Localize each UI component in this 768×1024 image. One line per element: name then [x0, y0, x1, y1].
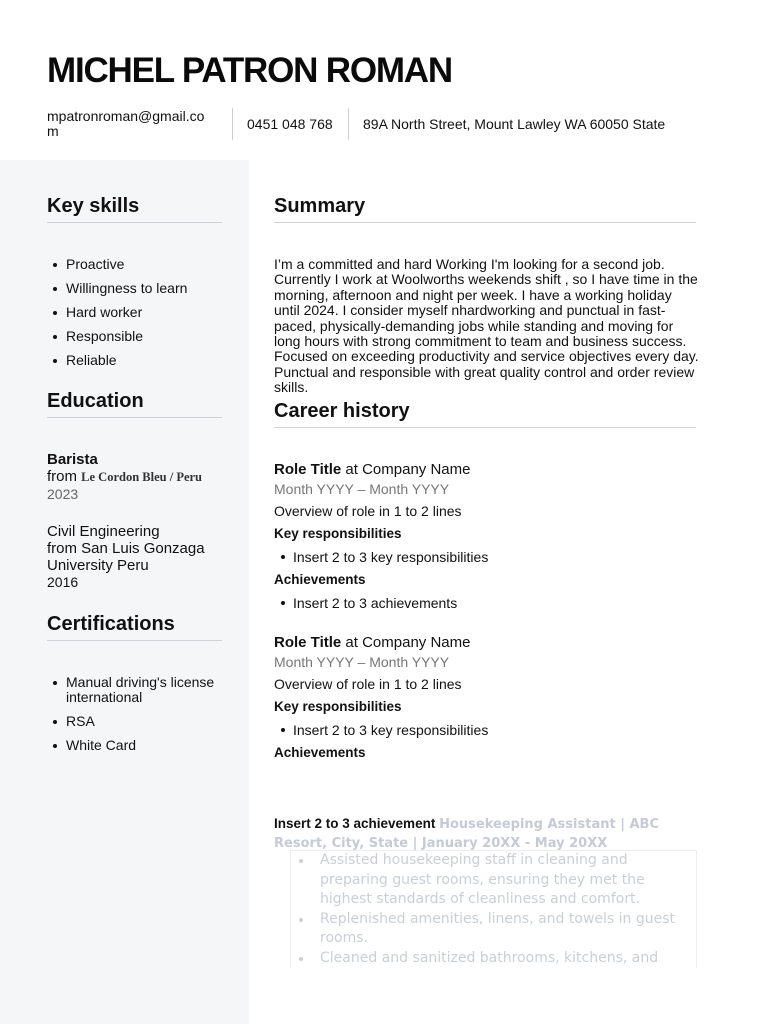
contact-email: mpatronroman@gmail.com	[47, 108, 205, 139]
pasted-bullet-item: Cleaned and sanitized bathrooms, kitchens, and	[291, 949, 690, 969]
education-entry	[47, 451, 227, 503]
contact-phone: 0451 048 768	[247, 116, 333, 132]
education-year: 2016	[47, 574, 79, 590]
education-heading: Education	[47, 390, 144, 412]
education-divider	[47, 417, 222, 418]
skill-item: Reliable	[47, 353, 227, 368]
achievements-label: Achievements	[274, 745, 366, 760]
candidate-name: MICHEL PATRON ROMAN	[47, 51, 452, 90]
contact-divider	[232, 108, 233, 140]
skill-item: Willingness to learn	[47, 281, 227, 296]
skill-item: Hard worker	[47, 305, 227, 320]
summary-heading: Summary	[274, 195, 366, 217]
responsibility-item: Insert 2 to 3 key responsibilities	[274, 548, 699, 566]
certifications-heading: Certifications	[47, 613, 175, 635]
certifications-list	[47, 675, 237, 762]
career-divider	[274, 427, 696, 428]
certifications-divider	[47, 640, 222, 641]
pasted-bullet-list	[291, 851, 696, 968]
summary-text: I’m a committed and hard Working I'm looking for a second job. Currently I work at Woolworths weekends shift , so I have time in the morning, afternoon and night per week. I have a working holiday until 2024. I consider myself nhardworking and punctual in fast-paced, physically-demanding jobs while standing and moving for long hours with strong commitment to team and business success. Focused on exceeding productivity and service objectives every day. Punctual and responsible with great quality control and order review skills.	[274, 256, 699, 396]
responsibilities-list	[274, 548, 699, 566]
pasted-job-heading: Housekeeping Assistant | ABC Resort, City, State | January 20XX - May 20XX	[274, 817, 659, 851]
job-dates: Month YYYY – Month YYYY	[274, 481, 450, 497]
education-year: 2023	[47, 486, 79, 502]
achievements-list	[274, 594, 699, 612]
job-role: Role Title	[274, 634, 342, 651]
achievement-item: Insert 2 to 3 achievements	[274, 594, 699, 612]
achievement-line	[274, 815, 704, 853]
job-company: at Company Name	[341, 634, 471, 651]
job-entry	[274, 461, 699, 612]
summary-divider	[274, 222, 696, 223]
achievement-text: Insert 2 to 3 achievement	[274, 816, 436, 831]
skills-divider	[47, 222, 222, 223]
achievements-label: Achievements	[274, 572, 366, 587]
responsibilities-label: Key responsibilities	[274, 526, 402, 541]
job-company: at Company Name	[341, 461, 471, 478]
education-from: from	[47, 468, 77, 485]
job-title	[274, 461, 699, 479]
contact-address: 89A North Street, Mount Lawley WA 60050 State	[363, 116, 666, 132]
job-dates: Month YYYY – Month YYYY	[274, 654, 450, 670]
job-role: Role Title	[274, 461, 342, 478]
responsibility-item: Insert 2 to 3 key responsibilities	[274, 721, 699, 739]
career-heading: Career history	[274, 400, 410, 422]
responsibilities-label: Key responsibilities	[274, 699, 402, 714]
skills-heading: Key skills	[47, 195, 140, 217]
pasted-bullet-item: Assisted housekeeping staff in cleaning and preparing guest rooms, ensuring they met the highest standards of cleanliness and comfort.	[291, 851, 690, 910]
job-entry	[274, 634, 699, 762]
skills-list	[47, 257, 227, 377]
contact-divider	[348, 108, 349, 140]
job-title	[274, 634, 699, 652]
education-institution: from San Luis Gonzaga University Peru	[47, 540, 205, 574]
education-degree: Barista	[47, 451, 98, 468]
pasted-content-box	[290, 850, 697, 968]
education-entry	[47, 523, 227, 591]
skill-item: Proactive	[47, 257, 227, 272]
job-overview: Overview of role in 1 to 2 lines	[274, 503, 462, 519]
resume-header	[0, 0, 768, 160]
skill-item: Responsible	[47, 329, 227, 344]
certification-item: Manual driving's license international	[47, 675, 237, 705]
education-degree: Civil Engineering	[47, 523, 160, 540]
certification-item: RSA	[47, 714, 237, 729]
job-overview: Overview of role in 1 to 2 lines	[274, 676, 462, 692]
pasted-bullet-item: Replenished amenities, linens, and towels in guest rooms.	[291, 910, 690, 949]
certification-item: White Card	[47, 738, 237, 753]
responsibilities-list	[274, 721, 699, 739]
education-institution: Le Cordon Bleu / Peru	[81, 470, 203, 484]
